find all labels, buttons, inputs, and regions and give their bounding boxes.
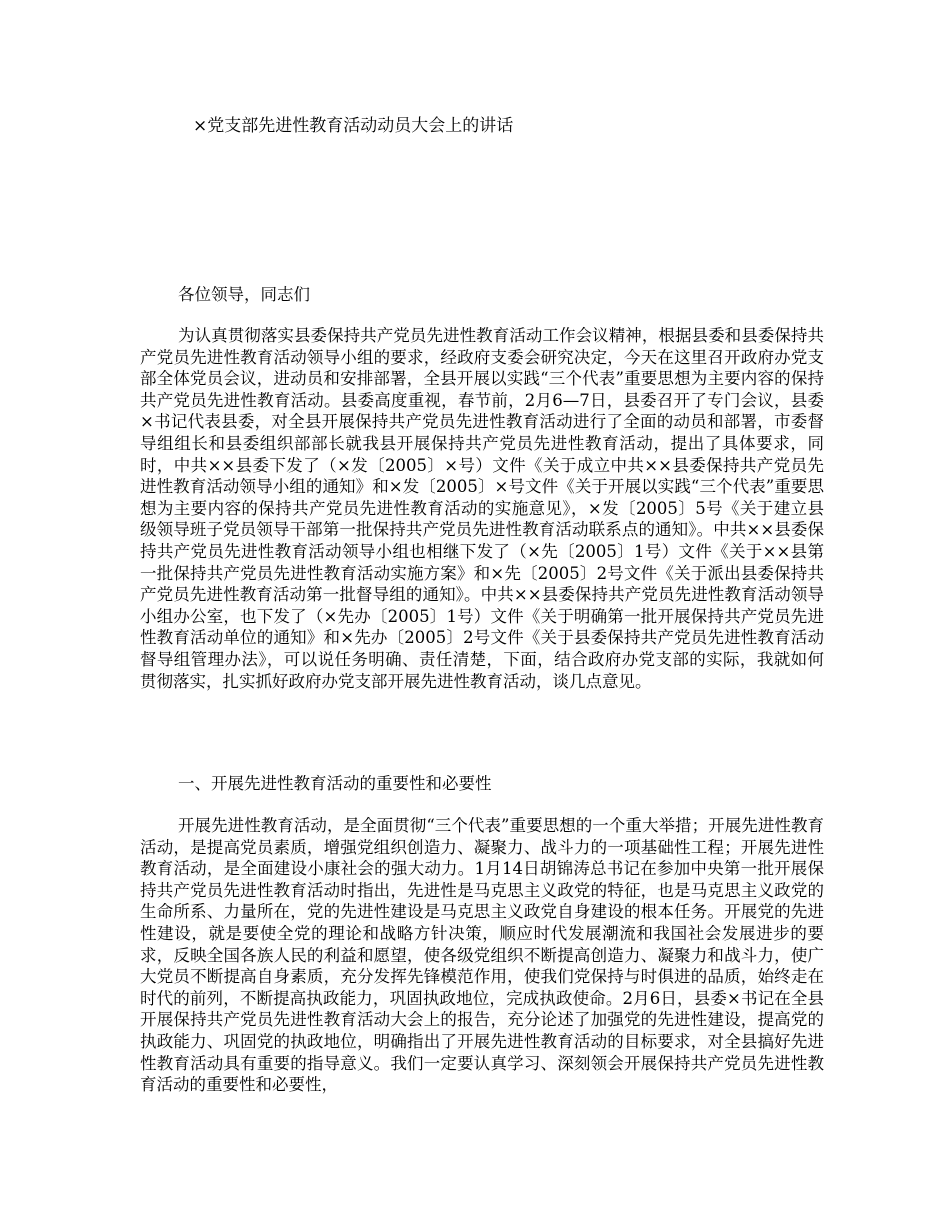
salutation: 各位领导，同志们 — [178, 285, 310, 304]
section-heading-1: 一、开展先进性教育活动的重要性和必要性 — [178, 774, 492, 793]
paragraph-1: 为认真贯彻落实县委保持共产党员先进性教育活动工作会议精神，根据县委和县委保持共产党员先进性教育活动领导小组的要求，经政府支委会研究决定，今天在这里召开政府办党支部全体党员会议，进动员和安排部署，全县开展以实践“三个代表”重要思想为主要内容的保持共产党员先进性教育活动。县委高度重视，春节前，2月6—7日，县委召开了专门会议，县委×书记代表县委，对全县开展保持共产党员先进性教育活动进行了全面的动员和部署，市委督导组组长和县委组织部部长就我县开展保持共产党员先进性教育活动，提出了具体要求，同时，中共××县委下发了（×发〔2005〕×号）文件《关于成立中共××县委保持共产党员先进性教育活动领导小组的通知》和×发〔2005〕×号文件《关于开展以实践“三个代表”重要思想为主要内容的保持共产党员先进性教育活动的实施意见》，×发〔2005〕5号《关于建立县级领导班子党员领导干部第一批保持共产党员先进性教育活动联系点的通知》。中共××县委保持共产党员先进性教育活动领导小组也相继下发了（×先〔2005〕1号）文件《关于××县第一批保持共产党员先进性教育活动实施方案》和×先〔2005〕2号文件《关于派出县委保持共产党员先进性教育活动第一批督导组的通知》。中共××县委保持共产党员先进性教育活动领导小组办公室，也下发了（×先办〔2005〕1号）文件《关于明确第一批开展保持共产党员先进性教育活动单位的通知》和×先办〔2005〕2号文件《关于县委保持共产党员先进性教育活动督导组管理办法》，可以说任务明确、责任清楚，下面，结合政府办党支部的实际，我就如何贯彻落实，扎实抓好政府办党支部开展先进性教育活动，谈几点意见。 — [140, 326, 824, 691]
paragraph-2: 开展先进性教育活动，是全面贯彻“三个代表”重要思想的一个重大举措；开展先进性教育活动，是提高党员素质，增强党组织创造力、凝聚力、战斗力的一项基础性工程；开展先进性教育活动，是全面建设小康社会的强大动力。1月14日胡锦涛总书记在参加中央第一批开展保持共产党员先进性教育活动时指出，先进性是马克思主义政党的特征，也是马克思主义政党的生命所系、力量所在，党的先进性建设是马克思主义政党自身建设的根本任务。开展党的先进性建设，就是要使全党的理论和战略方针决策，顺应时代发展潮流和我国社会发展进步的要求，反映全国各族人民的利益和愿望，使各级党组织不断提高创造力、凝聚力和战斗力，使广大党员不断提高自身素质，充分发挥先锋模范作用，使我们党保持与时俱进的品质，始终走在时代的前列，不断提高执政能力，巩固执政地位，完成执政使命。2月6日，县委×书记在全县开展保持共产党员先进性教育活动大会上的报告，充分论述了加强党的先进性建设，提高党的执政能力、巩固党的执政地位，明确指出了开展先进性教育活动的目标要求，对全县搞好先进性教育活动具有重要的指导意义。我们一定要认真学习、深刻领会开展保持共产党员先进性教育活动的重要性和必要性， — [140, 816, 824, 1095]
document-title: ×党支部先进性教育活动动员大会上的讲话 — [193, 116, 514, 136]
